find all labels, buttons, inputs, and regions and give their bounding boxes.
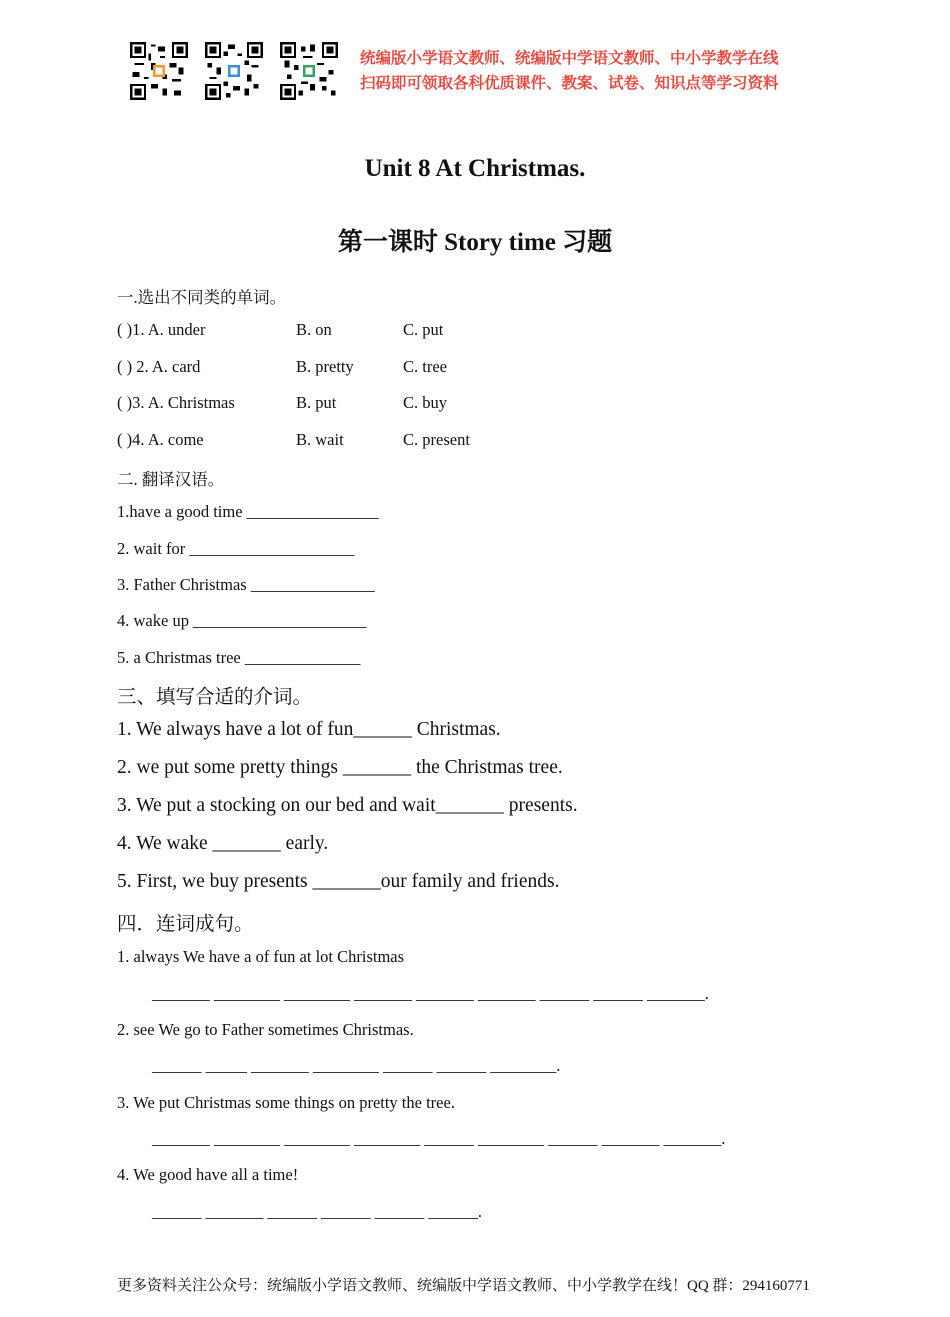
- word-order-item: 2. see We go to Father sometimes Christmas.: [117, 1020, 414, 1039]
- answer-line: ______ _____ _______ ________ ______ ______ ________.: [152, 1056, 561, 1075]
- choice-row: [117, 393, 617, 415]
- footer-note: 更多资料关注公众号：统编版小学语文教师、统编版中学语文教师、中小学教学在线！QQ 群：294160771: [117, 1278, 810, 1294]
- choice-c: C. tree: [403, 357, 447, 376]
- section2-heading: 二. 翻译汉语。: [117, 470, 225, 489]
- choice-row: [117, 357, 617, 379]
- section1-heading: 一.选出不同类的单词。: [117, 288, 287, 307]
- word-order-item: 1. always We have a of fun at lot Christmas: [117, 947, 405, 966]
- choice-b: B. put: [296, 393, 337, 412]
- section3-heading: 三、填写合适的介词。: [117, 687, 313, 708]
- fill-blank-item: 5. First, we buy presents _______our family and friends.: [117, 871, 560, 892]
- choice-c: C. present: [403, 430, 470, 449]
- translate-item: 2. wait for ____________________: [117, 539, 355, 558]
- choice-a: ( )1. A. under: [117, 320, 206, 339]
- choice-b: B. pretty: [296, 357, 354, 376]
- choice-b: B. wait: [296, 430, 344, 449]
- word-order-item: 3. We put Christmas some things on pretty the tree.: [117, 1093, 455, 1112]
- section4-heading: 四．连词成句。: [117, 914, 254, 935]
- page-subtitle: 第一课时 Story time 习题: [337, 229, 613, 256]
- choice-a: ( ) 2. A. card: [117, 357, 201, 376]
- fill-blank-item: 3. We put a stocking on our bed and wait_______ presents.: [117, 795, 578, 816]
- answer-line: _______ ________ ________ _______ _______ _______ ______ ______ _______.: [152, 984, 709, 1003]
- qr-code-2: [205, 42, 263, 100]
- translate-item: 3. Father Christmas _______________: [117, 575, 375, 594]
- answer-line: ______ _______ ______ ______ ______ ______.: [152, 1202, 482, 1221]
- choice-a: ( )4. A. come: [117, 430, 204, 449]
- choice-row: [117, 320, 617, 342]
- translate-item: 1.have a good time ________________: [117, 502, 379, 521]
- choice-c: C. put: [403, 320, 444, 339]
- header: [130, 42, 830, 104]
- promo-line-2: 扫码即可领取各科优质课件、教案、试卷、知识点等学习资料: [360, 74, 779, 92]
- choice-row: [117, 430, 617, 452]
- word-order-item: 4. We good have all a time!: [117, 1165, 299, 1184]
- page-title: Unit 8 At Christmas.: [364, 155, 586, 182]
- promo-banner: [360, 46, 779, 96]
- fill-blank-item: 1. We always have a lot of fun______ Christmas.: [117, 719, 501, 740]
- qr-code-1: [130, 42, 188, 100]
- qr-code-3: [280, 42, 338, 100]
- promo-line-1: 统编版小学语文教师、统编版中学语文教师、中小学教学在线: [360, 49, 779, 67]
- choice-c: C. buy: [403, 393, 448, 412]
- choice-b: B. on: [296, 320, 332, 339]
- choice-a: ( )3. A. Christmas: [117, 393, 235, 412]
- translate-item: 4. wake up _____________________: [117, 611, 367, 630]
- fill-blank-item: 2. we put some pretty things _______ the Christmas tree.: [117, 757, 563, 778]
- answer-line: _______ ________ ________ ________ ______ ________ ______ _______ _______.: [152, 1129, 726, 1148]
- translate-item: 5. a Christmas tree ______________: [117, 648, 361, 667]
- fill-blank-item: 4. We wake _______ early.: [117, 833, 329, 854]
